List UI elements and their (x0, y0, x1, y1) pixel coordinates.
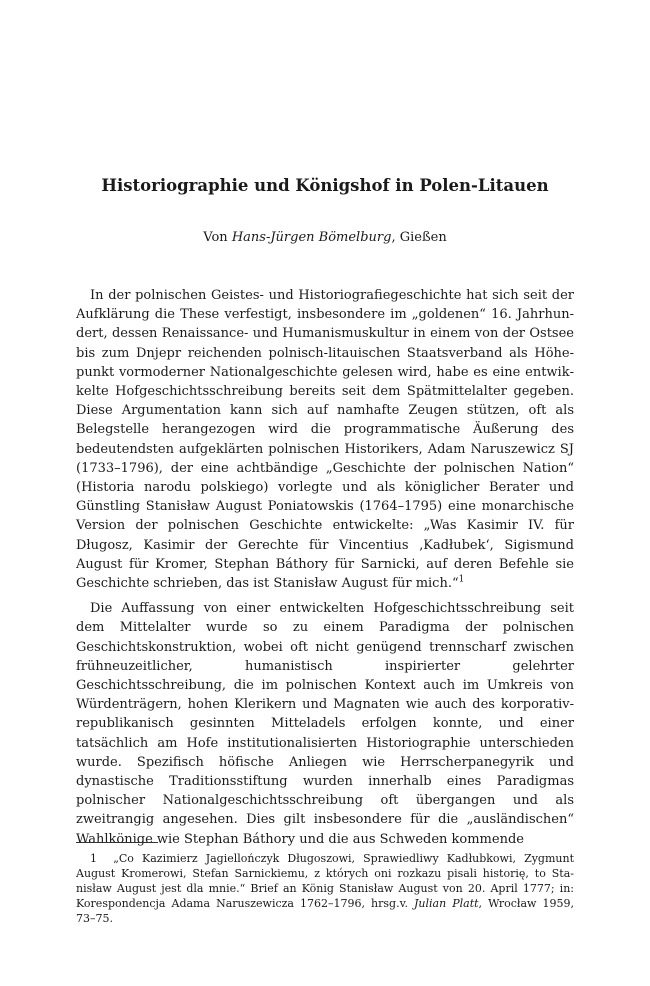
footnote-paragraph (76, 851, 574, 926)
article-title: Historiographie und Königshof in Polen-Litauen (101, 176, 549, 195)
paragraph (76, 286, 574, 593)
byline-prefix: Von (203, 230, 232, 245)
footnote-editor: Julian Platt (414, 897, 479, 910)
footnote-separator (76, 842, 158, 843)
footnote-reference[interactable]: 1 (458, 574, 465, 585)
paragraph-text: In der polnischen Geistes- und Historiografiegeschichte hat sich seit der Aufklärung die These verfestigt, insbesondere im „goldenen“ 16. Jahrhundert, dessen Renaissance- und Humanismuskultur in einem von der Ostsee bis zum Dnjepr reichenden polnisch-litauischen Staatsverband als Höhepunkt vormoderner Nationalgeschichte gelesen wird, habe es eine entwikkelte Hofgeschichtsschreibung bereits seit dem Spätmittelalter gegeben. Diese Argumentation kann sich auf namhafte Zeugen stützen, oft als Belegstelle herangezogen wird die programmatische Äußerung des bedeutendsten aufgeklärten polnischen Historikers, Adam Naruszewicz SJ (1733–1796), der eine achtbändige „Geschichte der polnischen Nation“ (Historia narodu polskiego) vorlegte und als königlicher Berater und Günstling Stanisław August Poniatowskis (1764–1795) eine monarchische Version der polnischen Geschichte entwickelte: „Was Kasimir IV. für Długosz, Kasimir der Gerechte für Vincentius ‚Kadłubek‘, Sigismund August für Kromer, Stephan Báthory für Sarnicki, auf deren Befehle sie Geschichte schrieben, das ist Stanisław August für mich.“ (76, 288, 574, 592)
footnote (76, 851, 574, 926)
article-body (76, 286, 574, 849)
footnote-tail: , Wrocław 1959, 73–75. (76, 897, 574, 925)
footnote-text: „Co Kazimierz Jagiellończyk Długoszowi, Sprawiedliwy Kadłubkowi, Zygmunt August Kromerowi, Stefan Sarnickiemu, z których oni rozkazu pisali historię, to Stanisław August jest dla mnie.“ Brief an König Stanisław August von 20. April 1777; in: Korespondencja Adama Naruszewicza 1762–1796, hrsg.v. (76, 852, 574, 910)
footnote-number: 1 (90, 852, 97, 865)
author-affiliation: , Gießen (391, 230, 447, 245)
paragraph-text: Die Auffassung von einer entwickelten Hofgeschichtsschreibung seit dem Mittelalter wurde so zu einem Paradigma der polnischen Geschichtskonstruktion, wobei oft nicht genügend trennscharf zwischen frühneuzeitlicher, humanistisch inspirierter gelehrter Geschichtsschreibung, die im polnischen Kontext auch im Umkreis von Würdenträgern, hohen Klerikern und Magnaten wie auch des korporativ-republikanisch gesinnten Mitteladels erfolgen konnte, und einer tatsächlich am Hofe institutionalisierten Historiographie unterschieden wurde. Spezifisch höfische Anliegen wie Herrscherpanegyrik und dynastische Traditionsstiftung wurden innerhalb eines Paradigmas polnischer Nationalgeschichtsschreibung oft übergangen und als zweitrangig angesehen. Dies gilt insbesondere für die „ausländischen“ Wahlkönige wie Stephan Báthory und die aus Schweden kommende (76, 601, 574, 847)
author-name: Hans-Jürgen Bömelburg (231, 230, 392, 245)
byline (0, 230, 650, 245)
paragraph (76, 599, 574, 849)
